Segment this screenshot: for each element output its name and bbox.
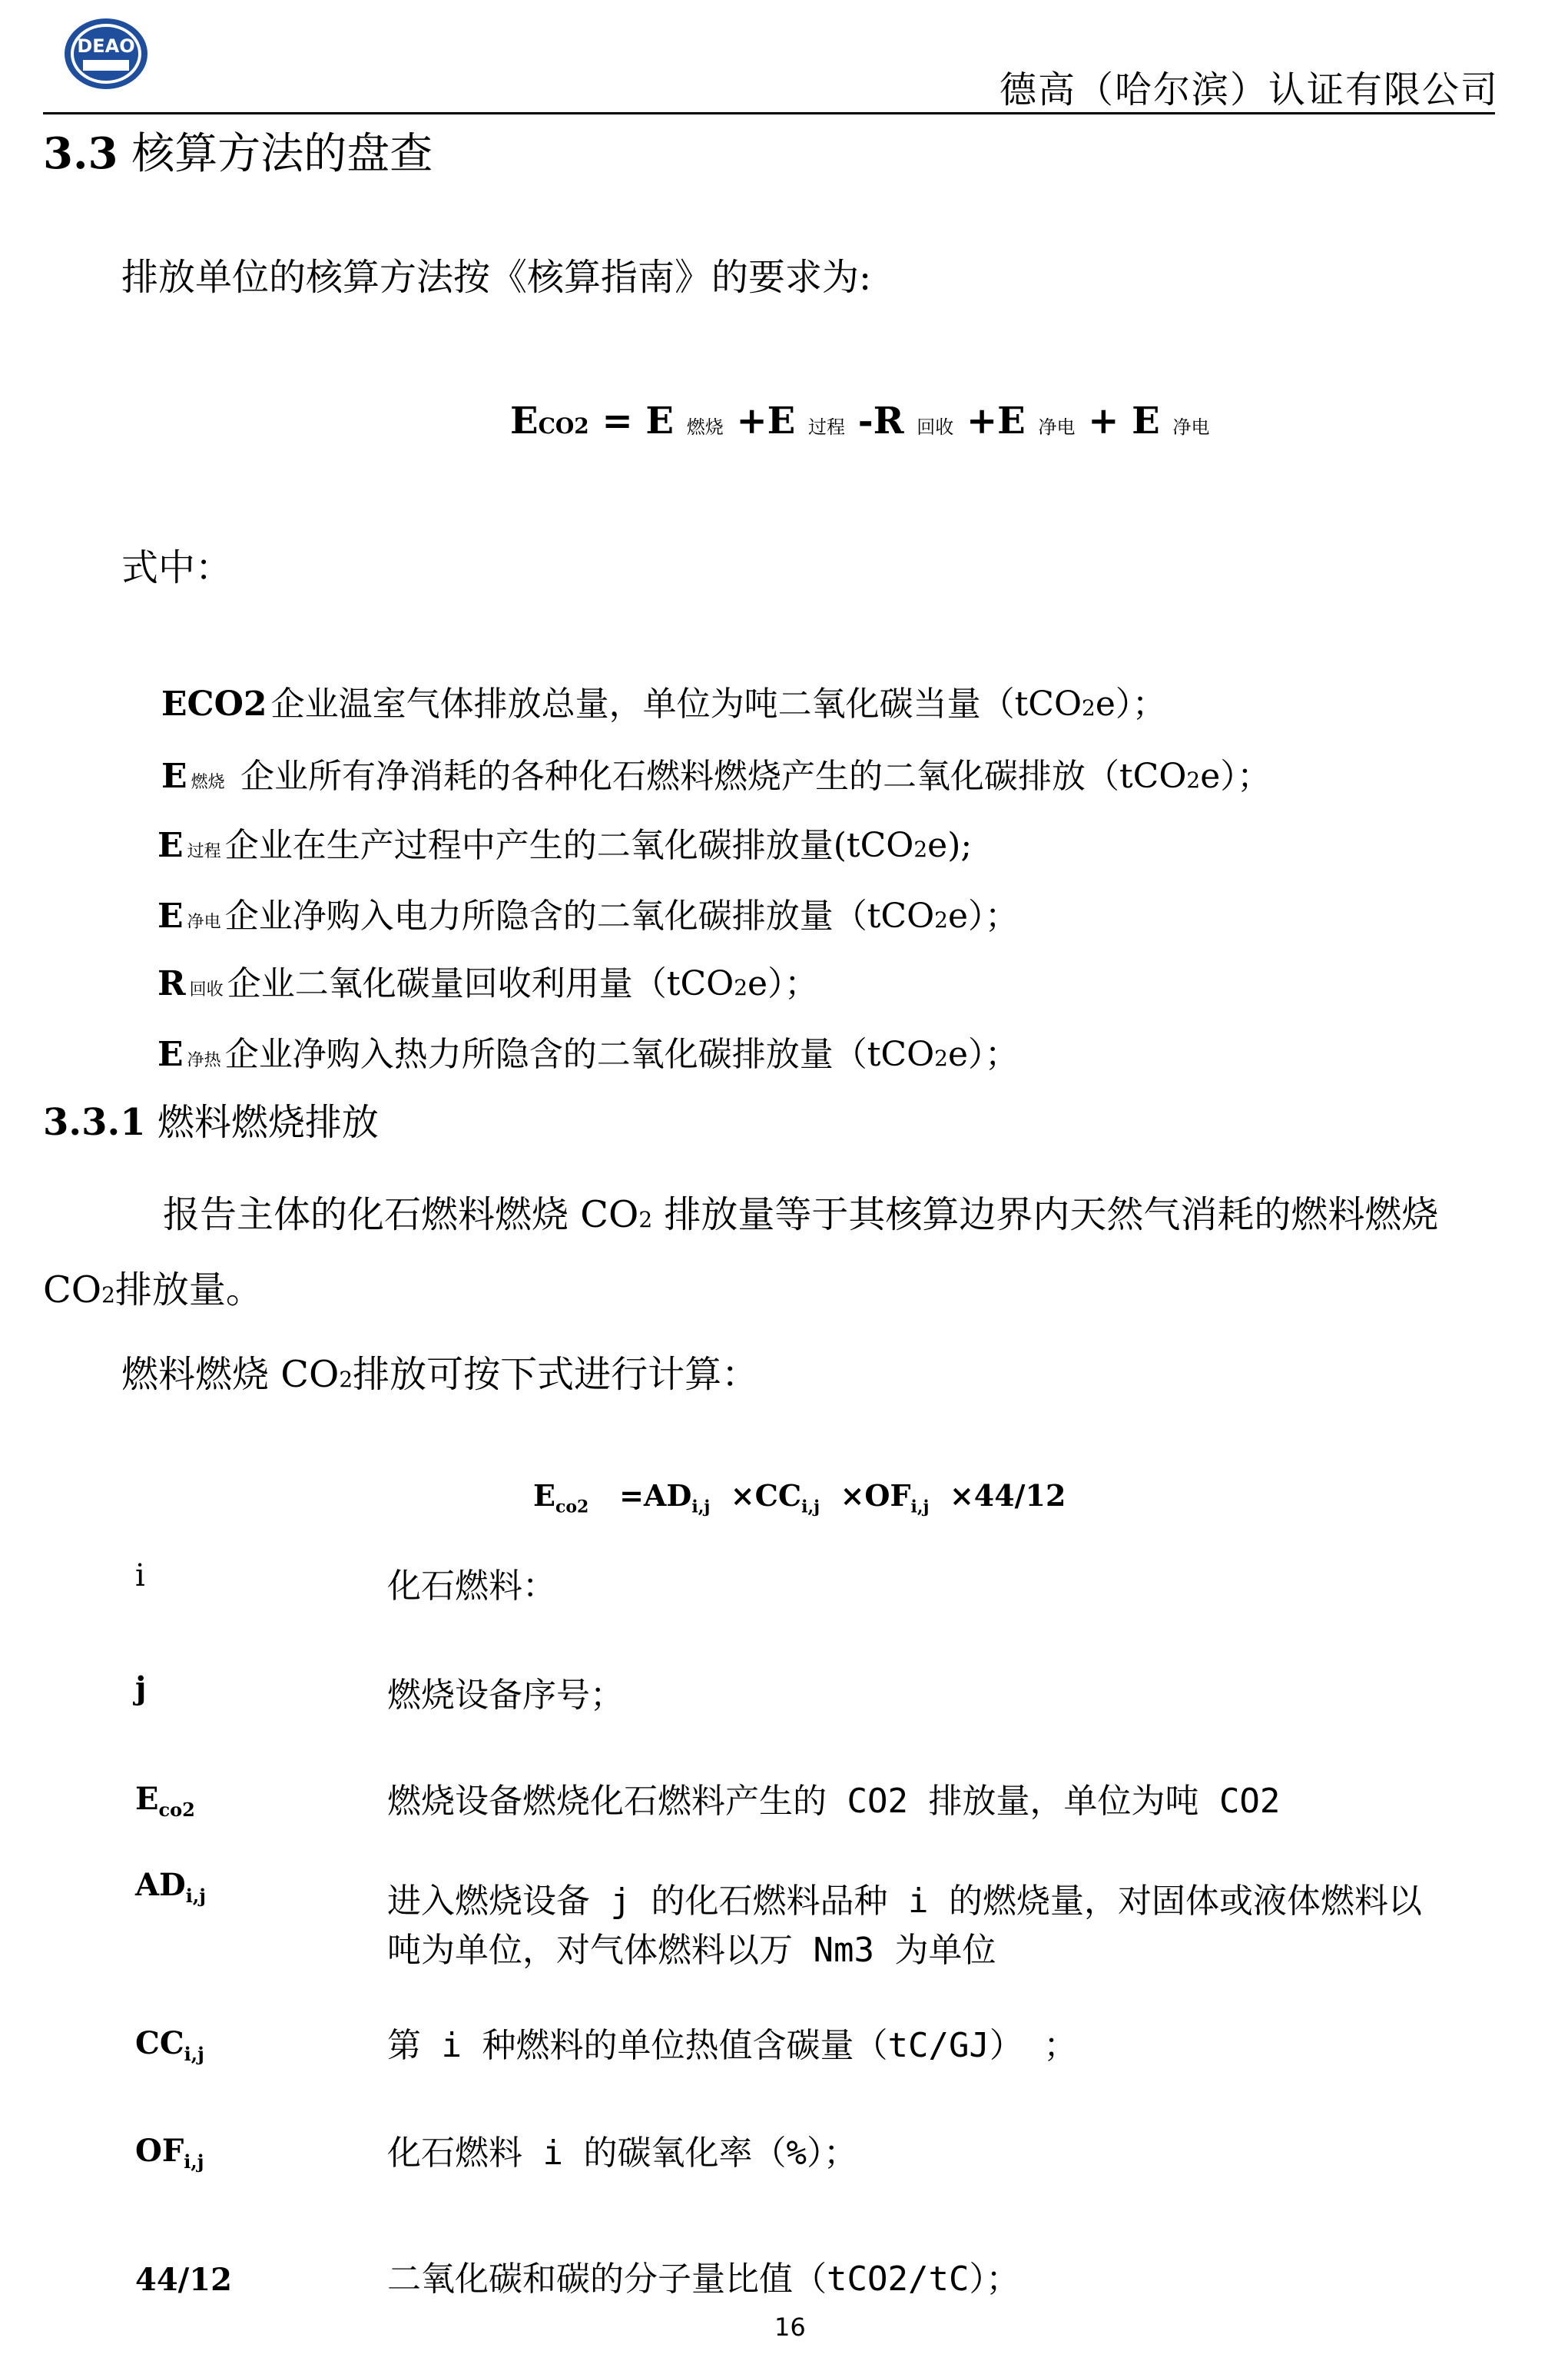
subsection-heading (43, 1092, 379, 1146)
variable-description: 进入燃烧设备 j 的化石燃料品种 i 的燃烧量，对固体或液体燃料以 (387, 1882, 1422, 1921)
definition-row: E 过程 企业在生产过程中产生的二氧化碳排放量(tCO2e); (157, 826, 973, 865)
where-label: 式中： (121, 546, 233, 589)
subsection-title: 燃料燃烧排放 (157, 1101, 379, 1144)
variable-symbol: $CC_{i,j}$ (135, 2025, 204, 2065)
variable-description: 化石燃料 i 的碳氧化率（%）； (387, 2134, 857, 2173)
intro-text: 排放单位的核算方法按《核算指南》的要求为: (121, 256, 872, 299)
section-heading (43, 120, 433, 181)
variable-symbol: 44/12 (135, 2262, 232, 2298)
variable-symbol: j (135, 1670, 147, 1706)
variable-symbol: $OF_{i,j}$ (135, 2133, 204, 2173)
section-number: 3.3 (43, 128, 118, 179)
variable-symbol: i (135, 1558, 145, 1593)
variable-description: 燃烧设备序号； (387, 1676, 624, 1715)
definition-row: E 燃烧 企业所有净消耗的各种化石燃料燃烧产生的二氧化碳排放（tCO2e）； (161, 757, 1271, 796)
paragraph-line: 报告主体的化石燃料燃烧 CO2 排放量等于其核算边界内天然气消耗的燃料燃烧 (163, 1193, 1439, 1236)
logo-text: DEAO (77, 35, 135, 57)
variable-description: 第 i 种燃料的单位热值含碳量（tC/GJ） ； (387, 2026, 1078, 2065)
definition-row: E 净热 企业净购入热力所隐含的二氧化碳排放量（tCO2e）； (157, 1035, 1019, 1074)
variable-description: 化石燃料： (387, 1567, 556, 1606)
definition-row: E 净电 企业净购入电力所隐含的二氧化碳排放量（tCO2e）； (157, 897, 1019, 936)
variable-description: 二氧化碳和碳的分子量比值（tCO2/tC）； (387, 2260, 1020, 2299)
combustion-emission-formula: $E_{co2}$ $=AD_{i,j} \times CC_{i,j} \times OF_{i,j} \times 44/12$ (533, 1478, 1066, 1517)
paragraph-line: CO2排放量。 (43, 1268, 263, 1311)
definition-row: R 回收 企业二氧化碳量回收利用量（tCO2e）； (157, 964, 819, 1003)
total-emission-formula: ECO2 = E 燃烧 +E 过程 -R 回收 +E 净电 + E 净电 (510, 400, 1210, 443)
definition-row: ECO2 企业温室气体排放总量，单位为吨二氧化碳当量（tCO2e）； (161, 685, 1166, 724)
section-title: 核算方法的盘查 (131, 129, 433, 179)
paragraph-line: 燃料燃烧 CO2排放可按下式进行计算： (121, 1353, 759, 1396)
variable-symbol: $E_{co2}$ (135, 1781, 195, 1821)
company-name: 德高（哈尔滨）认证有限公司 (999, 68, 1499, 111)
variable-symbol: $AD_{i,j}$ (135, 1867, 206, 1907)
header-rule (43, 112, 1495, 114)
company-logo (60, 14, 152, 94)
subsection-number: 3.3.1 (43, 1101, 146, 1144)
variable-description-continued: 吨为单位，对气体燃料以万 Nm3 为单位 (387, 1931, 996, 1970)
variable-description: 燃烧设备燃烧化石燃料产生的 CO2 排放量，单位为吨 CO2 (387, 1782, 1281, 1821)
page-number: 16 (774, 2313, 806, 2342)
